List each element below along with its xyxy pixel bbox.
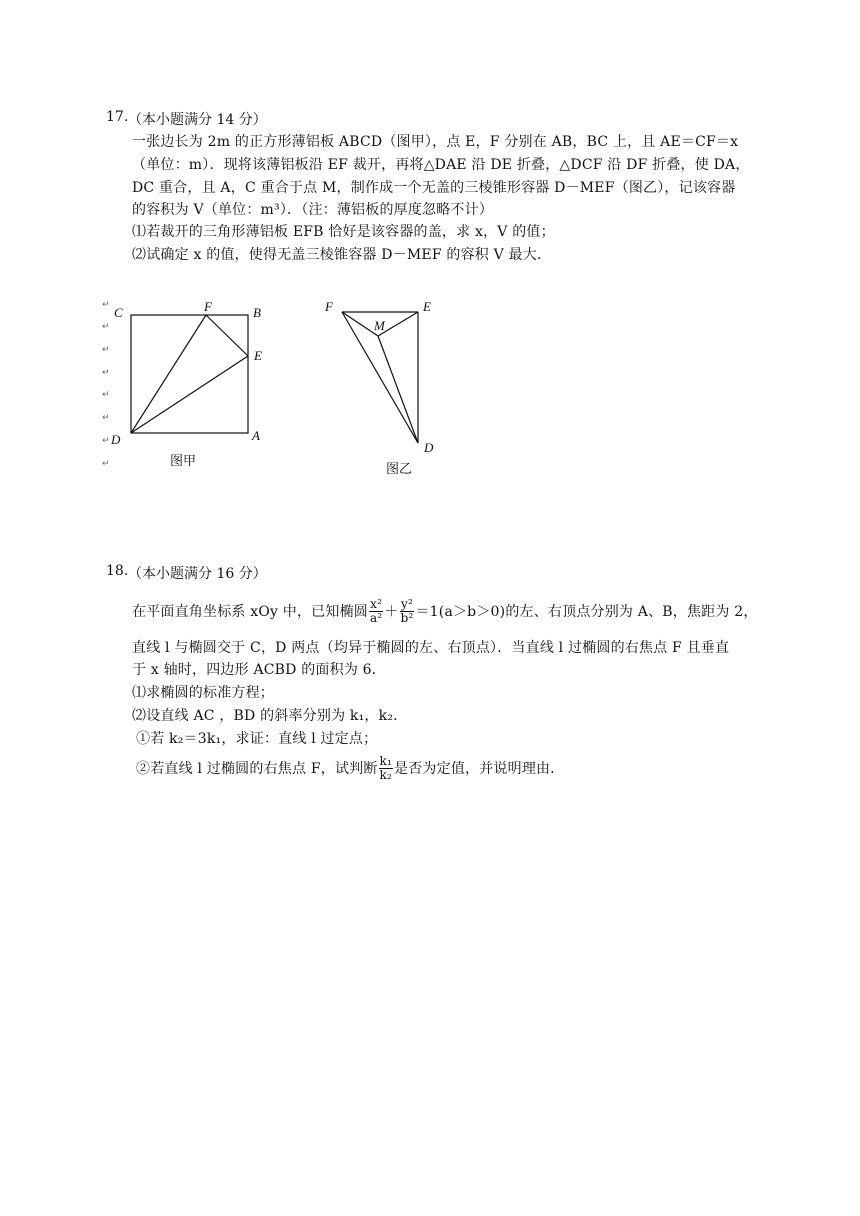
q18-line1-post: ＝1(a＞b＞0)的左、右顶点分别为 A、B，焦距为 2，	[415, 604, 758, 620]
label-e2: E	[423, 299, 431, 314]
margin-mark: ↵	[102, 459, 110, 469]
segment-de	[131, 356, 248, 433]
q18-sub2-post: 是否为定值，并说明理由．	[394, 761, 565, 777]
fraction-x2-a2	[369, 598, 383, 625]
q17-part1: ⑴若裁开的三角形薄铝板 EFB 恰好是该容器的盖，求 x，V 的值；	[132, 224, 555, 240]
q17-text-line3: DC 重合，且 A，C 重合于点 M，制作成一个无盖的三棱锥形容器 D－MEF（图乙），记该容器	[132, 180, 736, 196]
figure-jia-caption: 图甲	[170, 454, 197, 469]
q18-text-line3: 于 x 轴时，四边形 ACBD 的面积为 6．	[132, 662, 386, 678]
segment-md	[378, 336, 418, 443]
figure-yi-caption: 图乙	[386, 462, 413, 477]
segment-df	[131, 315, 206, 433]
margin-mark: ↵	[102, 413, 110, 423]
label-f2: F	[325, 299, 333, 314]
q17-score: （本小题满分 14 分）	[128, 112, 267, 128]
q18-part1: ⑴求椭圆的标准方程；	[132, 685, 274, 701]
label-e: E	[254, 348, 262, 363]
margin-mark: ↵	[102, 300, 110, 310]
q18-number: 18.	[106, 563, 129, 579]
q17-text-line2: （单位：m）．现将该薄铝板沿 EF 裁开，再将△DAE 沿 DE 折叠，△DCF 沿 DF 折叠，使 DA，	[132, 157, 750, 173]
q18-score: （本小题满分 16 分）	[128, 566, 267, 582]
label-f: F	[204, 299, 212, 314]
fraction-k1-k2	[379, 755, 393, 782]
q18-sub1: ①若 k₂＝3k₁，求证：直线 l 过定点；	[136, 731, 378, 747]
q18-sub2-pre: ②若直线 l 过椭圆的右焦点 F，试判断	[136, 761, 378, 777]
label-d2: D	[424, 440, 434, 455]
fraction-y2-b2	[400, 598, 415, 625]
q17-number: 17.	[106, 109, 129, 125]
margin-mark: ↵	[102, 390, 110, 400]
fraction-numerator: k₁	[379, 753, 393, 768]
label-b: B	[253, 305, 261, 320]
label-c: C	[114, 305, 123, 320]
q17-part2: ⑵试确定 x 的值，使得无盖三棱锥容器 D－MEF 的容积 V 最大．	[132, 247, 552, 263]
margin-mark: ↵	[102, 436, 110, 446]
q18-sub2	[136, 752, 564, 784]
fraction-numerator: y²	[401, 596, 414, 611]
q17-text-line1: 一张边长为 2m 的正方形薄铝板 ABCD（图甲），点 E，F 分别在 AB，BC 上，且 AE＝CF＝x	[132, 134, 739, 150]
q18-text-line1	[132, 596, 758, 626]
fraction-denominator: k₂	[379, 767, 393, 782]
fraction-numerator: x²	[370, 596, 383, 611]
label-a: A	[252, 428, 260, 443]
q18-line1-pre: 在平面直角坐标系 xOy 中，已知椭圆	[132, 604, 368, 620]
segment-ef	[206, 315, 248, 356]
fraction-denominator: a²	[369, 610, 383, 625]
segment-fm	[342, 312, 378, 336]
label-m: M	[374, 318, 385, 333]
margin-mark: ↵	[102, 345, 110, 355]
margin-mark: ↵	[102, 322, 110, 332]
fraction-denominator: b²	[400, 610, 414, 625]
plus-sign: ＋	[384, 604, 399, 620]
q17-text-line4: 的容积为 V（单位：m³）．（注：薄铝板的厚度忽略不计）	[132, 202, 494, 218]
q18-part2: ⑵设直线 AC ，BD 的斜率分别为 k₁，k₂．	[132, 708, 408, 724]
margin-mark: ↵	[102, 368, 110, 378]
square-abcd	[131, 315, 248, 433]
q18-text-line2: 直线 l 与椭圆交于 C，D 两点（均异于椭圆的左、右顶点）．当直线 l 过椭圆的右焦点 F 且垂直	[132, 640, 730, 656]
label-d: D	[111, 432, 121, 447]
